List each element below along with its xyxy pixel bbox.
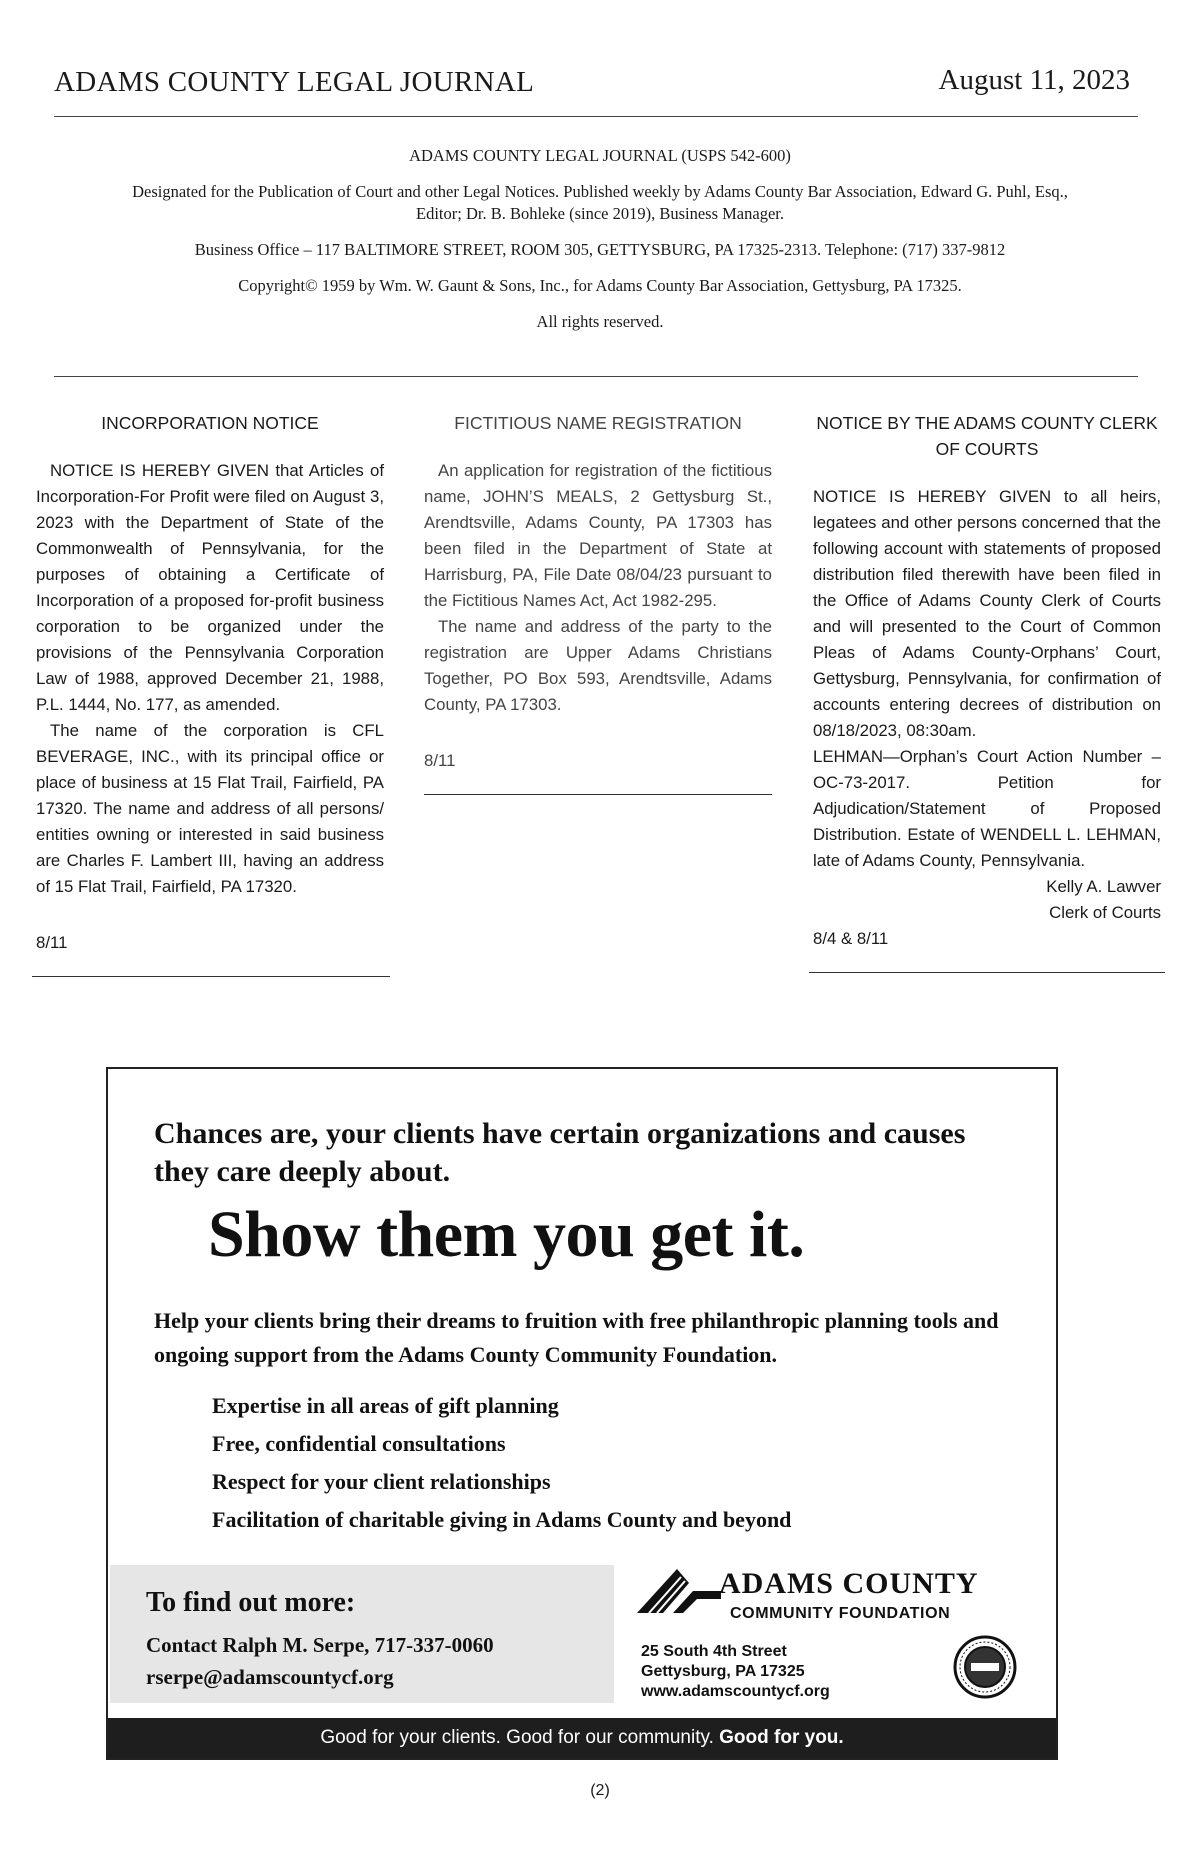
masthead-divider	[54, 376, 1138, 377]
foundation-block	[633, 1565, 1053, 1701]
masthead-copyright: Copyright© 1959 by Wm. W. Gaunt & Sons, Inc., for Adams County Bar Association, Gettysburg, PA 17325.	[238, 276, 962, 295]
masthead-designation: Designated for the Publication of Court and other Legal Notices. Published weekly by Adams County Bar Association, Edward G. Puhl, Esq., Editor; Dr. B. Bohleke (since 2019), Business Manager.	[132, 182, 1068, 223]
fictitious-name-date: 8/11	[424, 751, 456, 770]
incorporation-heading: INCORPORATION NOTICE	[101, 413, 319, 433]
ad-tagline-part-2: Good for you.	[719, 1727, 844, 1748]
masthead-rights: All rights reserved.	[536, 312, 664, 331]
page-number: (2)	[590, 1782, 610, 1799]
masthead-business-office: Business Office – 117 BALTIMORE STREET, ROOM 305, GETTYSBURG, PA 17325-2313. Telephone: (717) 337-9812	[194, 240, 1006, 259]
clerk-notice-paragraph-1: NOTICE IS HEREBY GIVEN to all heirs, legatees and other persons concerned that the following account with statements of proposed distribution filed therewith have been filed in the Office of Adams County Clerk of Courts and will presented to the Court of Common Pleas of Adams County-Orphans’ Court, Gettysburg, Pennsylvania, for confirmation of accounts entering decrees of distribution on 08/18/2023, 08:30am.	[813, 487, 1161, 740]
masthead	[110, 145, 1090, 347]
ad-benefit-item: Facilitation of charitable giving in Adams County and beyond	[212, 1507, 792, 1532]
ad-benefit-item: Expertise in all areas of gift planning	[212, 1393, 559, 1418]
ad-benefits-list	[212, 1387, 791, 1539]
ad-benefit-item: Free, confidential consultations	[212, 1431, 506, 1456]
ad-tagline-part-1: Good for your clients. Good for our community.	[320, 1727, 720, 1748]
incorporation-divider	[32, 976, 390, 977]
incorporation-notice	[36, 410, 384, 977]
foundation-seal-icon	[953, 1635, 1017, 1704]
foundation-website: www.adamscountycf.org	[641, 1683, 830, 1700]
ad-contact-email: rserpe@adamscountycf.org	[146, 1665, 394, 1689]
ad-benefit-item: Respect for your client relationships	[212, 1469, 551, 1494]
fictitious-name-paragraph-2: The name and address of the party to the registration are Upper Adams Christians Together, PO Box 593, Arendtsville, Adams County, PA 17303.	[424, 617, 772, 714]
fictitious-name-paragraph-1: An application for registration of the fictitious name, JOHN’S MEALS, 2 Gettysburg St., Arendtsville, Adams County, PA 17303 has been filed in the Department of State at Harrisburg, PA, File Date 08/04/23 pursuant to the Fictitious Names Act, Act 1982-295.	[424, 461, 772, 610]
clerk-notice-heading: NOTICE BY THE ADAMS COUNTY CLERK OF COURTS	[816, 413, 1158, 459]
journal-title: ADAMS COUNTY LEGAL JOURNAL	[54, 66, 535, 98]
clerk-signer-title: Clerk of Courts	[1049, 903, 1161, 922]
foundation-name-line-1: ADAMS COUNTY	[719, 1567, 979, 1600]
incorporation-date: 8/11	[36, 933, 68, 952]
clerk-signer-name: Kelly A. Lawver	[1046, 877, 1161, 896]
ad-tagline-banner	[108, 1718, 1056, 1758]
ad-headline: Show them you get it.	[208, 1198, 805, 1271]
incorporation-paragraph-1: NOTICE IS HEREBY GIVEN that Articles of Incorporation-For Profit were filed on August 3, 2023 with the Department of State of the Commonwealth of Pennsylvania, for the purposes of obtaining a Certificate of Incorporation of a proposed for-profit business corporation to be organized under the provisions of the Pennsylvania Corporation Law of 1988, approved December 21, 1988, P.L. 1444, No. 177, as amended.	[36, 461, 384, 714]
issue-date: August 11, 2023	[938, 64, 1130, 96]
community-foundation-ad	[106, 1067, 1058, 1760]
clerk-notice-date: 8/4 & 8/11	[813, 929, 889, 948]
clerk-notice-divider	[809, 972, 1165, 973]
incorporation-paragraph-2: The name of the corporation is CFL BEVERAGE, INC., with its principal office or place of business at 15 Flat Trail, Fairfield, PA 17320. The name and address of all persons/ entities owning or interested in said business are Charles F. Lambert III, having an address of 15 Flat Trail, Fairfield, PA 17320.	[36, 721, 384, 896]
foundation-city: Gettysburg, PA 17325	[641, 1663, 805, 1680]
fictitious-name-divider	[424, 794, 772, 795]
masthead-title: ADAMS COUNTY LEGAL JOURNAL (USPS 542-600)	[409, 146, 791, 165]
clerk-notice-paragraph-2: LEHMAN—Orphan’s Court Action Number – OC-73-2017. Petition for Adjudication/Statement of Proposed Distribution. Estate of WENDELL L. LEHMAN, late of Adams County, Pennsylvania.	[813, 747, 1161, 870]
ad-body-text: Help your clients bring their dreams to fruition with free philanthropic planning tools and ongoing support from the Adams County Community Foundation.	[154, 1308, 999, 1367]
ad-contact-line: Contact Ralph M. Serpe, 717-337-0060	[146, 1633, 494, 1657]
fictitious-name-notice	[424, 410, 772, 795]
ad-contact-box	[110, 1565, 614, 1703]
foundation-street: 25 South 4th Street	[641, 1643, 787, 1660]
ad-find-out-more: To find out more:	[146, 1587, 356, 1618]
page-header	[54, 56, 1138, 117]
ad-lead-text: Chances are, your clients have certain organizations and causes they care deeply about.	[154, 1117, 966, 1188]
foundation-logo-icon	[637, 1569, 721, 1618]
clerk-of-courts-notice	[813, 410, 1161, 973]
foundation-name-line-2: COMMUNITY FOUNDATION	[730, 1605, 951, 1622]
fictitious-name-heading: FICTITIOUS NAME REGISTRATION	[454, 413, 742, 433]
